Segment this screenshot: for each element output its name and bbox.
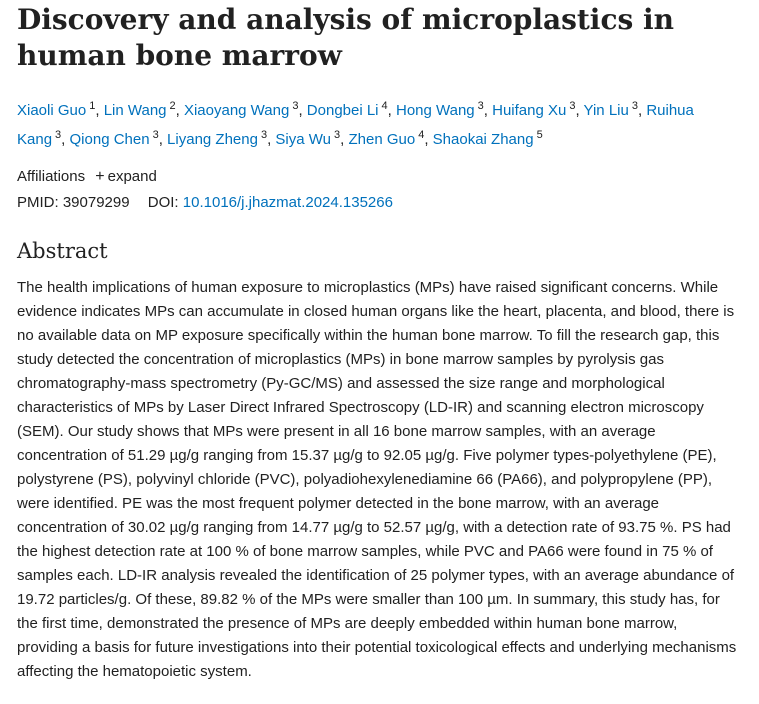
pmid-label: PMID: <box>17 194 59 211</box>
author-separator: , <box>298 102 307 119</box>
author-link[interactable]: Zhen Guo <box>348 131 416 148</box>
doi-label: DOI: <box>147 194 179 211</box>
author-affiliation-number[interactable]: 4 <box>418 129 425 141</box>
author-item <box>307 102 388 119</box>
abstract-text: The health implications of human exposure to microplastics (MPs) have raised significant concerns. While evidence indicates MPs can accumulate in closed human organs like the heart, placenta, and blood, there is no available data on MP exposure specifically within the human bone marrow. To fill the research gap, this study detected the concentration of microplastics (MPs) in bone marrow samples by pyrolysis gas chromatography-mass spectrometry (Py-GC/MS) and assessed the size range and morphological characteristics of MPs by Laser Direct Infrared Spectroscopy (LD-IR) and scanning electron microscopy (SEM). Our study shows that MPs were present in all 16 bone marrow samples, with an average concentration of 51.29 µg/g ranging from 15.37 µg/g to 92.05 µg/g. Five polymer types-polyethylene (PE), polystyrene (PS), polyvinyl chloride (PVC), polyadiohexylenediamine 66 (PA66), and polypropylene (PP), were identified. PE was the most frequent polymer detected in the bone marrow, with an average concentration of 30.02 µg/g ranging from 14.77 µg/g to 52.57 µg/g, with a detection rate of 93.75 %. PS had the highest detection rate at 100 % of bone marrow samples, while PVC and PA66 were found in 75 % of samples each. LD-IR analysis revealed the identification of 25 polymer types, with an average abundance of 19.72 particles/g. Of these, 89.82 % of the MPs were smaller than 100 µm. In summary, this study has, for the first time, demonstrated the presence of MPs are deeply embedded within human bone marrow, providing a basis for future investigations into their potential toxicological effects and underlying mechanisms affecting the hematopoietic system. <box>17 279 737 680</box>
author-link[interactable]: Qiong Chen <box>69 131 150 148</box>
author-item <box>104 102 176 119</box>
author-affiliation-number[interactable]: 3 <box>569 100 576 112</box>
author-separator: , <box>424 131 433 148</box>
author-item <box>348 131 424 148</box>
author-separator: , <box>637 102 647 119</box>
author-separator: , <box>95 102 104 119</box>
author-separator: , <box>175 102 184 119</box>
author-item <box>70 131 159 148</box>
author-affiliation-number[interactable]: 3 <box>477 100 484 112</box>
author-separator: , <box>575 102 584 119</box>
author-affiliation-number[interactable]: 3 <box>260 129 268 141</box>
author-link[interactable]: Yin Liu <box>583 102 629 119</box>
author-affiliation-number[interactable]: 2 <box>169 100 176 112</box>
author-link[interactable]: Ruihua Kang <box>17 102 694 148</box>
author-list <box>17 94 737 152</box>
author-item <box>492 102 575 119</box>
author-item <box>167 131 267 148</box>
author-separator: , <box>158 131 168 148</box>
author-separator: , <box>387 102 396 119</box>
author-item <box>184 102 298 119</box>
author-link[interactable]: Huifang Xu <box>492 102 567 119</box>
plus-icon: + <box>95 168 105 185</box>
author-item <box>17 102 95 119</box>
author-item <box>584 102 638 119</box>
pmid-value: 39079299 <box>62 194 130 211</box>
affiliations-row <box>17 166 759 188</box>
article-title: Discovery and analysis of microplastics in human bone marrow <box>17 3 675 72</box>
author-link[interactable]: Xiaoyang Wang <box>183 102 290 119</box>
author-affiliation-number[interactable]: 1 <box>89 100 96 112</box>
author-link[interactable]: Liyang Zheng <box>167 131 258 148</box>
author-affiliation-number[interactable]: 3 <box>631 100 638 112</box>
author-affiliation-number[interactable]: 3 <box>292 100 299 112</box>
author-separator: , <box>483 102 493 119</box>
doi-link[interactable]: 10.1016/j.jhazmat.2024.135266 <box>182 194 393 211</box>
abstract-heading: Abstract <box>17 239 108 263</box>
author-link[interactable]: Dongbei Li <box>306 102 379 119</box>
author-affiliation-number[interactable]: 3 <box>55 129 62 141</box>
author-link[interactable]: Hong Wang <box>395 102 475 119</box>
author-affiliation-number[interactable]: 4 <box>381 100 388 112</box>
author-separator: , <box>61 131 70 148</box>
author-link[interactable]: Xiaoli Guo <box>17 102 87 119</box>
affiliations-expand-button[interactable] <box>95 168 157 185</box>
author-link[interactable]: Shaokai Zhang <box>432 131 534 148</box>
author-item <box>396 102 484 119</box>
expand-label: expand <box>107 168 157 185</box>
author-item <box>433 131 543 148</box>
author-affiliation-number[interactable]: 3 <box>334 129 341 141</box>
author-separator: , <box>340 131 349 148</box>
affiliations-label: Affiliations <box>17 168 86 185</box>
author-link[interactable]: Lin Wang <box>103 102 167 119</box>
author-link[interactable]: Siya Wu <box>275 131 331 148</box>
author-separator: , <box>267 131 276 148</box>
author-item <box>275 131 340 148</box>
author-affiliation-number[interactable]: 5 <box>536 129 543 141</box>
identifiers-row <box>17 193 759 213</box>
author-affiliation-number[interactable]: 3 <box>152 129 159 141</box>
